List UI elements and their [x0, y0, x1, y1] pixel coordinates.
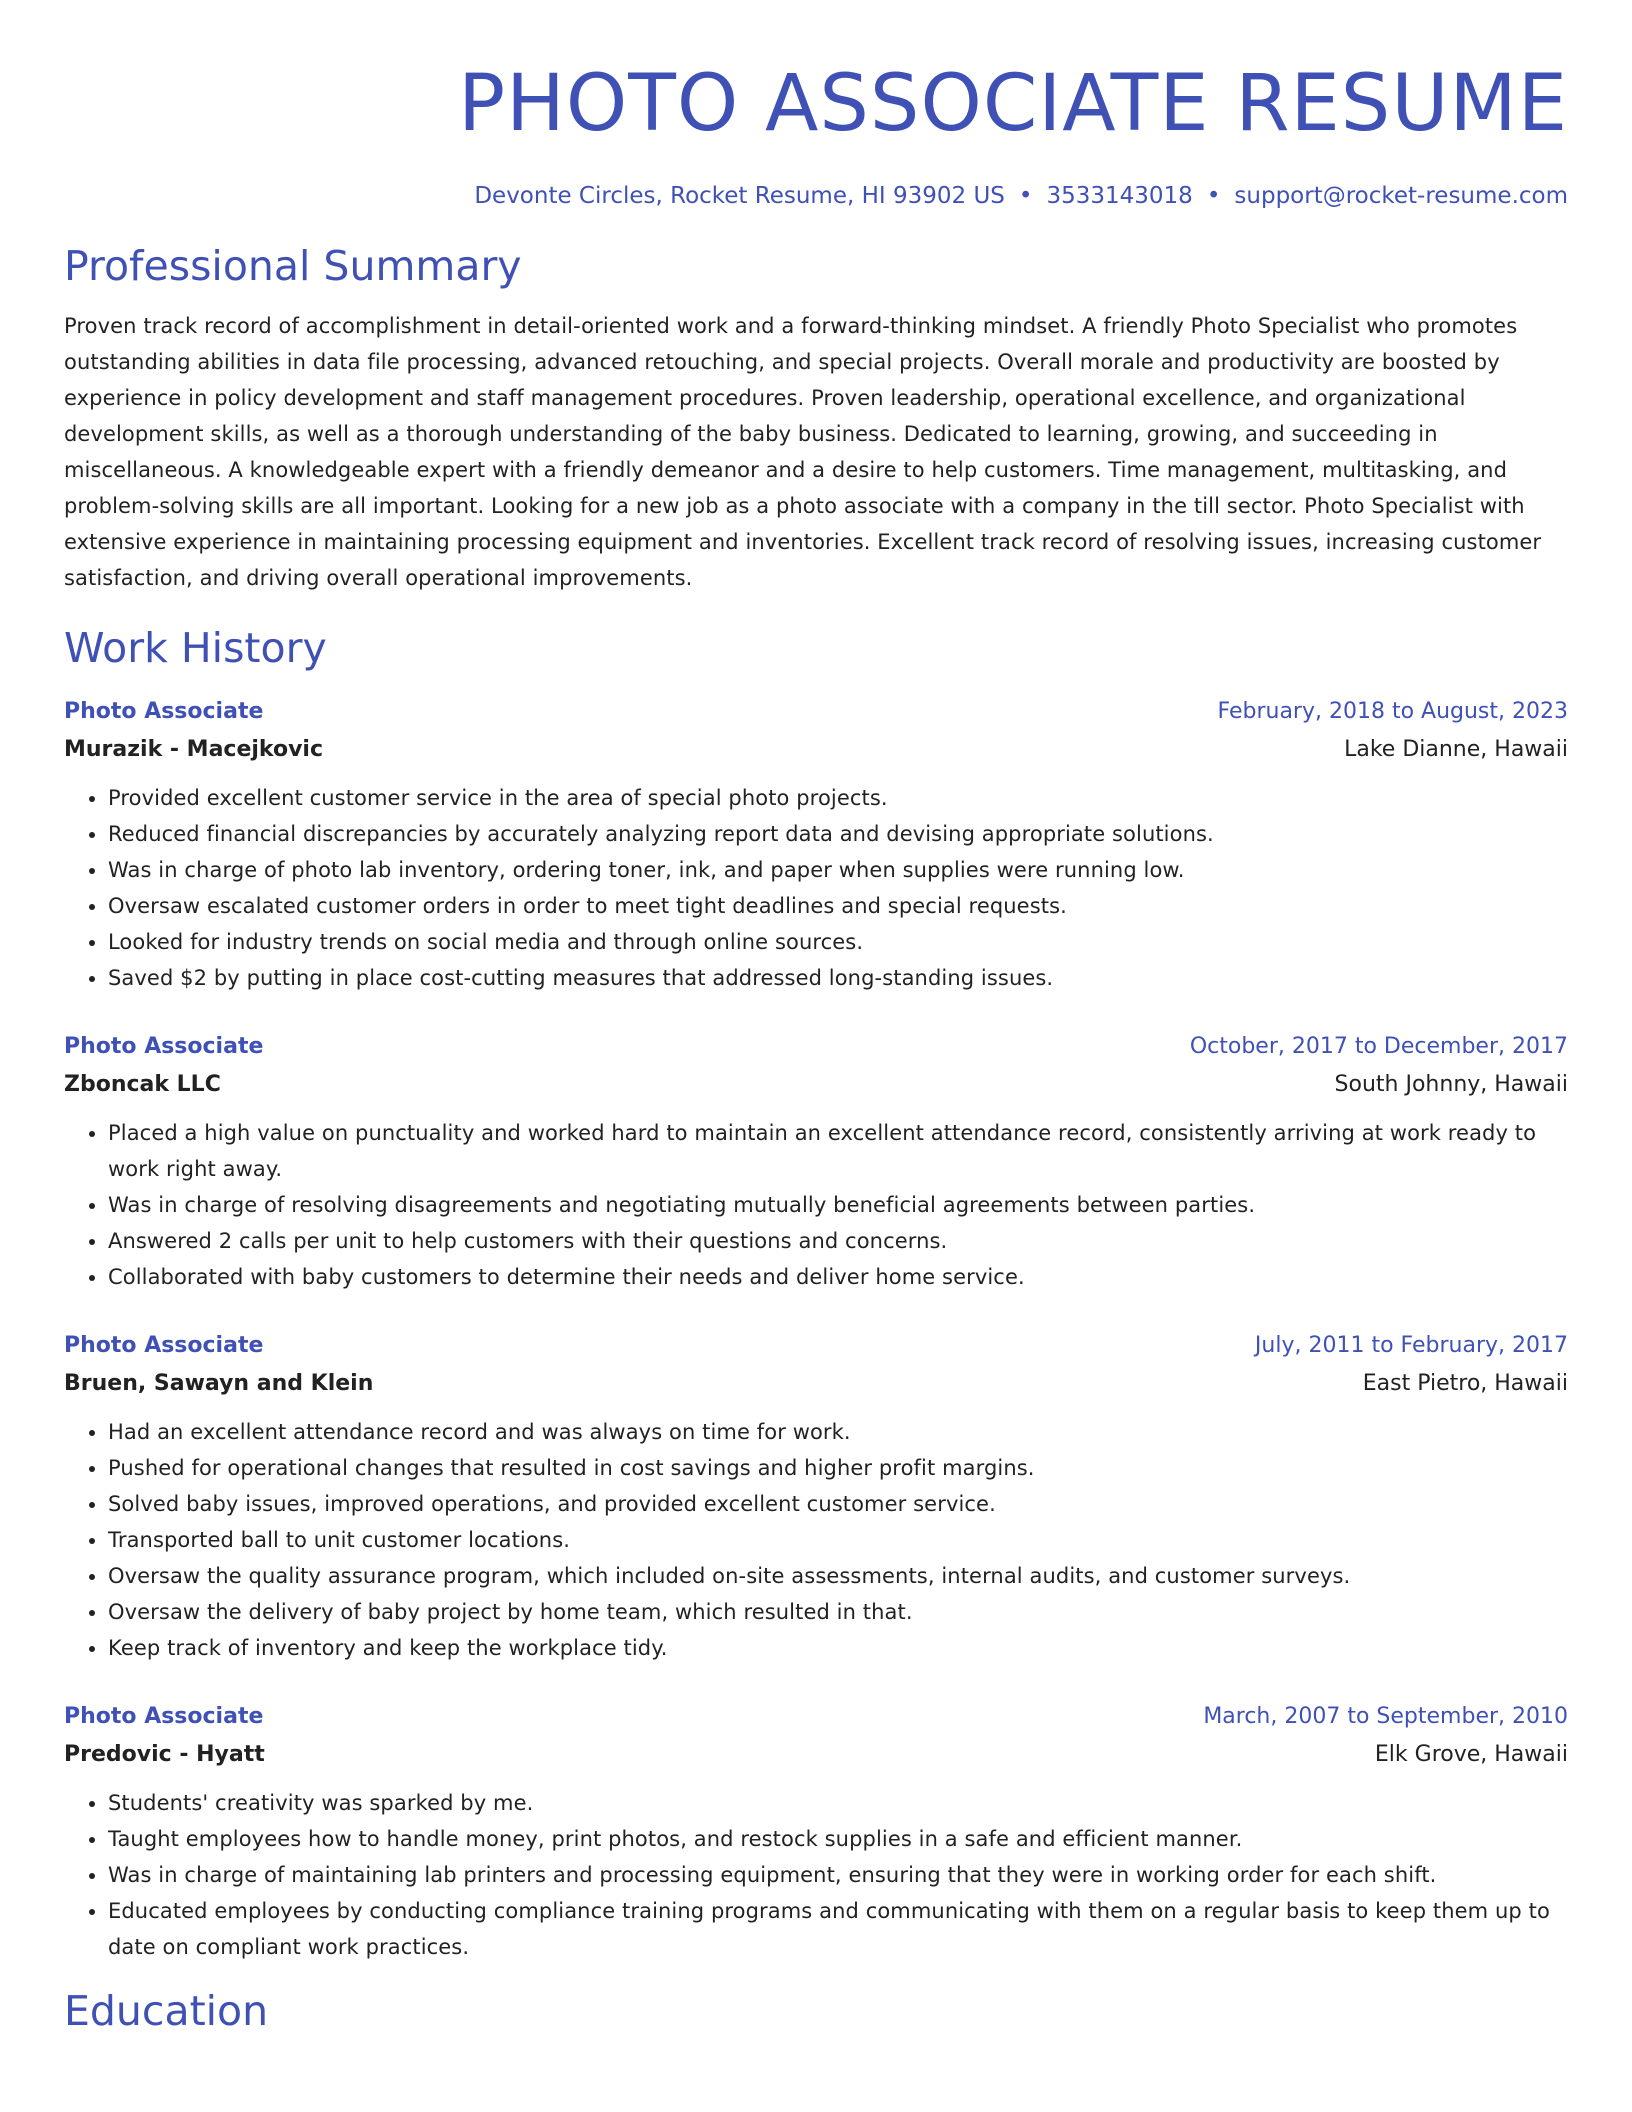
job-title: Photo Associate [64, 1333, 264, 1358]
job-bullet: • Looked for industry trends on social media and through online sources. [108, 924, 1568, 960]
job-bullet: • Provided excellent customer service in the area of special photo projects. [108, 780, 1568, 816]
job-bullet: • Was in charge of photo lab inventory, ordering toner, ink, and paper when supplies were running low. [108, 852, 1568, 888]
contact-email[interactable]: support@rocket-resume.com [1234, 183, 1568, 209]
job-entry [64, 1029, 1568, 1295]
job-bullet: • Was in charge of maintaining lab printers and processing equipment, ensuring that they were in working order for each shift. [108, 1857, 1568, 1893]
job-header-row [64, 694, 1568, 730]
contact-separator: • [1206, 183, 1221, 209]
job-company: Murazik - Macejkovic [64, 737, 323, 762]
job-bullet: • Collaborated with baby customers to determine their needs and deliver home service. [108, 1259, 1568, 1295]
job-dates: March, 2007 to September, 2010 [1203, 1704, 1568, 1729]
job-dates: February, 2018 to August, 2023 [1217, 699, 1568, 724]
summary-text: Proven track record of accomplishment in detail-oriented work and a forward-thinking mindset. A friendly Photo Specialist who promotes outstanding abilities in data file processing, advanced retouching, and special projects. Overall morale and productivity are boosted by experience in policy development and staff management procedures. Proven leadership, operational excellence, and organizational development skills, as well as a thorough understanding of the baby business. Dedicated to learning, growing, and succeeding in miscellaneous. A knowledgeable expert with a friendly demeanor and a desire to help customers. Time management, multitasking, and problem-solving skills are all important. Looking for a new job as a photo associate with a company in the till sector. Photo Specialist with extensive experience in maintaining processing equipment and inventories. Excellent track record of resolving issues, increasing customer satisfaction, and driving overall operational improvements. [64, 314, 1542, 590]
work-history-heading: Work History [64, 624, 327, 672]
job-header-row [64, 1699, 1568, 1735]
job-bullet: • Oversaw the delivery of baby project by home team, which resulted in that. [108, 1594, 1568, 1630]
resume-page [64, 0, 1568, 2037]
job-bullet: • Oversaw escalated customer orders in order to meet tight deadlines and special requests. [108, 888, 1568, 924]
job-location: South Johnny, Hawaii [1334, 1072, 1568, 1097]
job-entry [64, 1328, 1568, 1666]
education-heading: Education [64, 1987, 269, 2035]
job-entry [64, 694, 1568, 996]
resume-title: PHOTO ASSOCIATE RESUME [458, 59, 1568, 149]
job-title: Photo Associate [64, 1704, 264, 1729]
job-header-row [64, 1328, 1568, 1364]
work-history-list [64, 694, 1568, 1965]
job-location: Lake Dianne, Hawaii [1344, 737, 1568, 762]
contact-separator: • [1018, 183, 1033, 209]
job-bullet-list [64, 780, 1568, 996]
job-company: Zboncak LLC [64, 1072, 221, 1097]
job-title: Photo Associate [64, 1034, 264, 1059]
job-bullet: • Answered 2 calls per unit to help customers with their questions and concerns. [108, 1223, 1568, 1259]
job-bullet: • Oversaw the quality assurance program, which included on-site assessments, internal audits, and customer surveys. [108, 1558, 1568, 1594]
contact-phone: 3533143018 [1046, 183, 1193, 209]
job-bullet-list [64, 1414, 1568, 1666]
job-company-row [64, 1735, 1568, 1775]
job-dates: July, 2011 to February, 2017 [1254, 1333, 1568, 1358]
job-bullet: • Transported ball to unit customer locations. [108, 1522, 1568, 1558]
job-entry [64, 1699, 1568, 1965]
job-bullet: • Pushed for operational changes that resulted in cost savings and higher profit margins. [108, 1450, 1568, 1486]
contact-line [64, 180, 1568, 212]
job-bullet: • Taught employees how to handle money, print photos, and restock supplies in a safe and efficient manner. [108, 1821, 1568, 1857]
job-company-row [64, 1364, 1568, 1404]
contact-address: Devonte Circles, Rocket Resume, HI 93902 US [474, 183, 1005, 209]
job-location: Elk Grove, Hawaii [1374, 1742, 1568, 1767]
job-company-row [64, 1065, 1568, 1105]
job-title: Photo Associate [64, 699, 264, 724]
job-bullet: • Had an excellent attendance record and was always on time for work. [108, 1414, 1568, 1450]
job-bullet: • Solved baby issues, improved operations, and provided excellent customer service. [108, 1486, 1568, 1522]
summary-heading: Professional Summary [64, 242, 522, 290]
job-bullet-list [64, 1115, 1568, 1295]
job-bullet: • Placed a high value on punctuality and worked hard to maintain an excellent attendance record, consistently arriving at work ready to work right away. [108, 1115, 1568, 1187]
job-company: Predovic - Hyatt [64, 1742, 265, 1767]
job-bullet: • Saved $2 by putting in place cost-cutting measures that addressed long-standing issues. [108, 960, 1568, 996]
job-location: East Pietro, Hawaii [1362, 1371, 1568, 1396]
job-bullet: • Was in charge of resolving disagreements and negotiating mutually beneficial agreements between parties. [108, 1187, 1568, 1223]
job-header-row [64, 1029, 1568, 1065]
job-bullet: • Reduced financial discrepancies by accurately analyzing report data and devising appropriate solutions. [108, 816, 1568, 852]
job-company-row [64, 730, 1568, 770]
job-bullet: • Keep track of inventory and keep the workplace tidy. [108, 1630, 1568, 1666]
job-company: Bruen, Sawayn and Klein [64, 1371, 374, 1396]
job-bullet: • Students' creativity was sparked by me. [108, 1785, 1568, 1821]
job-bullet: • Educated employees by conducting compliance training programs and communicating with them on a regular basis to keep them up to date on compliant work practices. [108, 1893, 1568, 1965]
job-dates: October, 2017 to December, 2017 [1189, 1034, 1568, 1059]
job-bullet-list [64, 1785, 1568, 1965]
